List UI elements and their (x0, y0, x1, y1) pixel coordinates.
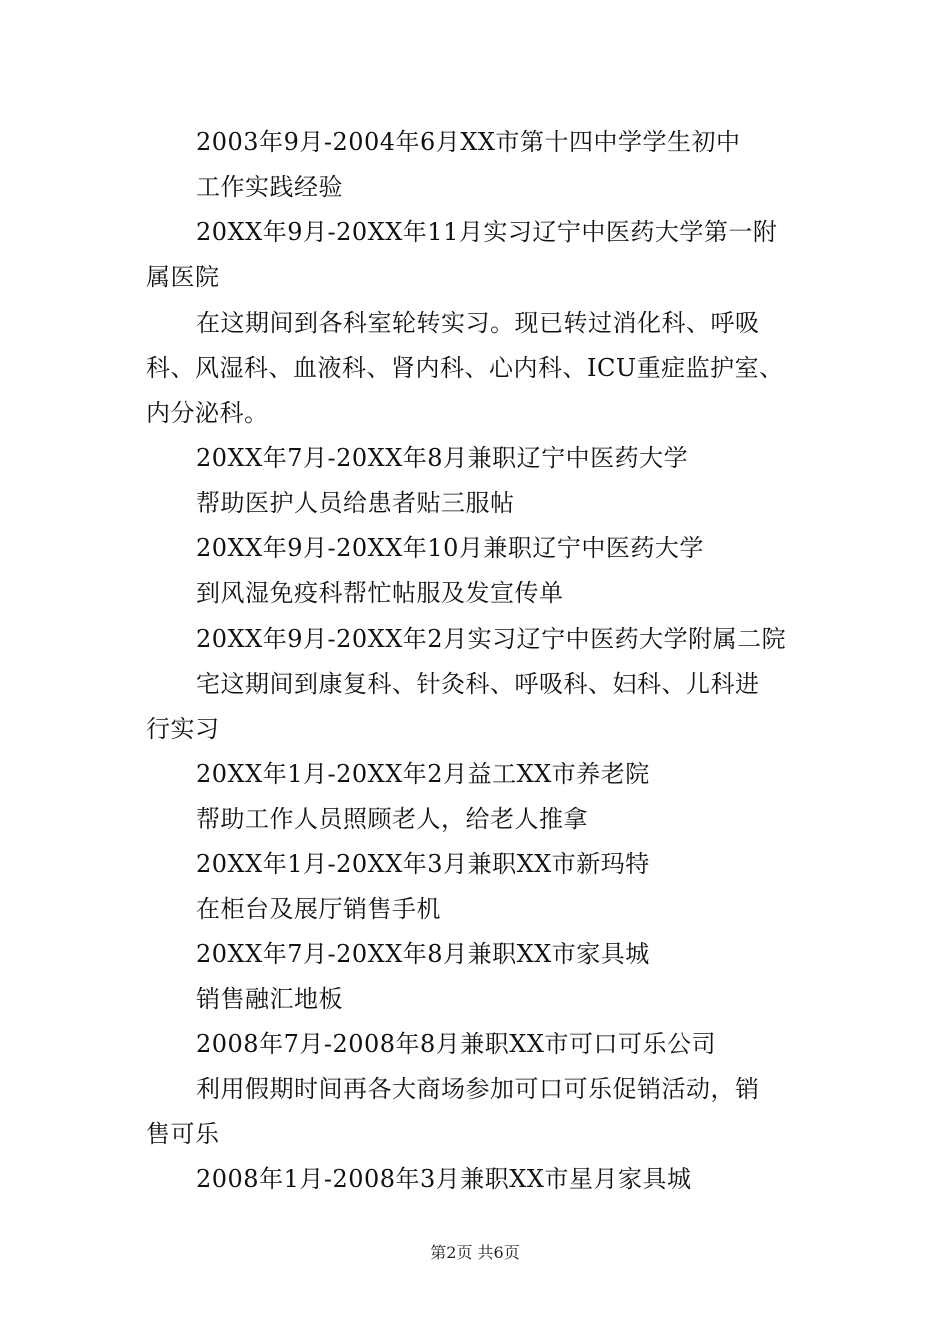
text-line: 帮助医护人员给患者贴三服帖 (196, 489, 515, 517)
text-line: 行实习 (146, 715, 220, 743)
text-line: 20XX年7月-20XX年8月兼职XX市家具城 (196, 940, 650, 968)
page-number-footer: 第2页 共6页 (430, 1243, 520, 1262)
text-line: 宅这期间到康复科、针灸科、呼吸科、妇科、儿科进 (196, 670, 760, 698)
text-line: 工作实践经验 (196, 173, 343, 201)
text-line: 销售融汇地板 (196, 985, 343, 1013)
text-line: 20XX年7月-20XX年8月兼职辽宁中医药大学 (196, 444, 689, 472)
text-line: 20XX年9月-20XX年10月兼职辽宁中医药大学 (196, 534, 704, 562)
text-line: 20XX年9月-20XX年2月实习辽宁中医药大学附属二院 (196, 625, 787, 653)
text-line: 售可乐 (146, 1120, 220, 1148)
text-line: 帮助工作人员照顾老人，给老人推拿 (196, 805, 588, 833)
text-line: 在柜台及展厅销售手机 (196, 895, 441, 923)
text-line: 20XX年9月-20XX年11月实习辽宁中医药大学第一附 (196, 218, 778, 246)
text-line: 2008年1月-2008年3月兼职XX市星月家具城 (196, 1165, 692, 1193)
text-line: 科、风湿科、血液科、肾内科、心内科、ICU重症监护室、 (146, 354, 784, 382)
text-line: 2003年9月-2004年6月XX市第十四中学学生初中 (196, 128, 741, 156)
text-line: 利用假期时间再各大商场参加可口可乐促销活动，销 (196, 1075, 760, 1103)
text-line: 到风湿免疫科帮忙帖服及发宣传单 (196, 579, 564, 607)
text-line: 内分泌科。 (146, 399, 269, 427)
text-line: 属医院 (146, 263, 220, 291)
text-line: 2008年7月-2008年8月兼职XX市可口可乐公司 (196, 1030, 716, 1058)
text-line: 20XX年1月-20XX年2月益工XX市养老院 (196, 760, 650, 788)
text-line: 20XX年1月-20XX年3月兼职XX市新玛特 (196, 850, 650, 878)
text-line: 在这期间到各科室轮转实习。现已转过消化科、呼吸 (196, 309, 760, 337)
